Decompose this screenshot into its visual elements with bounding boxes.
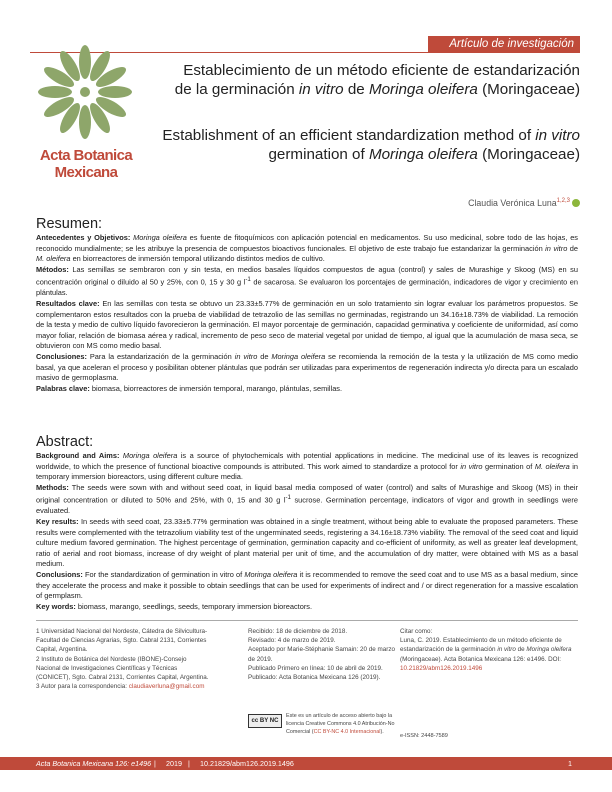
doi-link[interactable]: 10.21829/abm126.2019.1496 xyxy=(400,664,483,672)
bottom-year: 2019 xyxy=(166,759,182,768)
bottom-doi: 10.21829/abm126.2019.1496 xyxy=(200,759,294,768)
revised-date: Revisado: 4 de marzo de 2019. xyxy=(248,637,336,645)
cite-label: Citar como: xyxy=(400,628,433,635)
license-link[interactable]: CC BY-NC 4.0 Internacional xyxy=(313,728,381,735)
license-text: Este es un artículo de acceso abierto bajo la licencia Creative Commons 4.0 Atribución-No Comercial (CC BY-NC 4.0 Internacional). xyxy=(286,713,395,735)
citation xyxy=(400,627,578,673)
affiliation-2: 2 Instituto de Botánica del Nordeste (IBONE)-Consejo Nacional de Investigaciones Científicas y Técnicas (CONICET), Sgto. Cabral 2131, Corrientes Capital, Argentina. xyxy=(36,655,209,682)
page-number: 1 xyxy=(568,759,572,768)
bottom-bar xyxy=(0,757,612,770)
orcid-icon[interactable] xyxy=(572,199,580,207)
affiliation-3: 3 Autor para la correspondencia: claudiaverluna@gmail.com xyxy=(36,683,205,691)
abstract-heading: Abstract: xyxy=(36,434,94,450)
first-online-date: Publicado Primero en línea: 10 de abril de 2019. xyxy=(248,664,383,672)
footer-separator xyxy=(36,620,578,621)
author-name: Claudia Verónica Luna xyxy=(468,198,557,208)
resumen-body: Antecedentes y Objetivos: Moringa oleifera es fuente de fitoquímicos con aplicación potencial en medicamentos. Su uso medicinal, sobre todo de las hojas, es reconocido mundialmente; se les atribuye la presencia de compuestos bioactivos funcionales. El objetivo de este trabajo fue estandarizar la germinación in vitro de M. oleifera en biorreactores de inmersión temporal utilizando distintos medios de cultivo. Métodos: Las semillas se sembraron con y sin testa, en medios basales líquidos compuestos de agua (control) y sales de Murashige y Skoog (MS) en su concentración original o diluido al 50 y 25%, con 0, 15 y 30 g $l^{-1}$ de sacarosa. Se evaluaron los porcentajes de germinación, indicadores de vigor y crecimiento en plántulas. Resultados clave: En las semillas con testa se obtuvo un 23.33±5.77% de germinación en un solo tratamiento sin lograr evaluar los parámetros propuestos. Se complementaron estos resultados con la prueba de viabilidad de tetrazolio de las semillas no germinadas, registrando un 34.16±18.73% de viabilidad. La remoción de la testa y medio de cultivo líquido favorecieron la germinación. El mayor porcentaje de germinación, capacidad germinativa y coeficiente de uniformidad, así como mayor foliar, relación de biomasa aérea y radical, incremento de peso seco de material vegetal por unidad de tiempo, al igual que la acumulación de masa seca, se obtuvieron con MS como medio basal. Conclusiones: Para la estandarización de la germinación in vitro de Moringa oleifera se recomienda la remoción de la testa y la utilización de MS como medio basal, ya que aceleran el proceso y posibilitan obtener plántulas que podrán ser utilizadas para experimentos de regeneración indirecta y/o directa para un escalado masivo de germoplasma. Palabras clave: biomasa, biorreactores de inmersión temporal, marango, plántulas, semillas. xyxy=(36,233,578,393)
author-line xyxy=(150,198,580,208)
article-type-tag: Artículo de investigación xyxy=(428,36,580,53)
title-spanish: Establecimiento de un método eficiente de estandarización de la germinación in vitro de Moringa oleifera (Moringaceae) xyxy=(174,62,580,98)
cite-text: Luna, C. 2019. Establecimiento de un método eficiente de estandarización de la germinación in vitro de Moringa oleifera (Moringaceae). Acta Botanica Mexicana 126: e1496. DOI: 10.21829/abm126.2019.1496 xyxy=(400,637,572,672)
dates xyxy=(248,627,396,682)
published-date: Publicado: Acta Botanica Mexicana 126 (2019). xyxy=(248,674,381,682)
accepted-date: Aceptado por Marie-Stéphanie Samain: 20 de marzo de 2019. xyxy=(248,646,396,663)
affiliations xyxy=(36,627,212,691)
correspondence-email-link[interactable]: claudiaverluna@gmail.com xyxy=(128,683,205,691)
affiliation-1: 1 Universidad Nacional del Nordeste, Cátedra de Silvicultura-Facultad de Ciencias Agrarias, Sgto. Cabral 2131, Corrientes Capital, Argentina. xyxy=(36,628,208,654)
journal-logo-text xyxy=(30,147,142,181)
author-affiliations: 1,2,3 xyxy=(556,198,570,205)
abstract-body: Background and Aims: Moringa oleifera is a source of phytochemicals with potential applications in medicine. The medicinal use of its leaves is recognized worldwide, to which the presence of functional bioactive compounds is attributed. This work aimed to standardize a protocol for in vitro germination of M. oleifera in temporary immersion bioreactors, using different culture media. Methods: The seeds were sown with and without seed coat, in liquid basal media composed of water (control) and salts of Murashige and Skoog (MS) in their original concentration or diluted to 50% and 25%, with 0, 15 and 30 g $l^{-1}$ sucrose. Germination percentage, indicators of vigor and growth in seedlings were evaluated. Key results: In seeds with seed coat, 23.33±5.77% germination was obtained in a single treatment, without being able to evaluate the proposed parameters. These results were complemented with the tetrazolium viability test of the ungerminated seeds, registering a 34.16±18.73% viability. The removal of the seed coat and liquid culture medium favored germination. The highest percentage of germination, germination capacity and co-efficient of uniformity, as well as greater leaf development, ratio of aerial and root biomass, increase of dry weight of plant material per unit of time, and the accumulation of dry matter, were obtained with MS as a basal medium. Conclusions: For the standardization of germination in vitro of Moringa oleifera it is recommended to remove the seed coat and to use MS as a basal medium, since they accelerate the process and make it possible to obtain seedlings that can be used for experiments of indirect and / or direct regeneration for a massive escalation of germplasm. Key words: biomass, marango, seedlings, seeds, temporary immersion bioreactors. xyxy=(36,451,579,611)
cc-license-badge[interactable]: cc BY NC xyxy=(248,714,282,728)
bottom-journal: Acta Botanica Mexicana 126: e1496 xyxy=(36,759,152,768)
bottom-sep-1: | xyxy=(154,759,156,768)
bottom-sep-2: | xyxy=(188,759,190,768)
received-date: Recibido: 18 de diciembre de 2018. xyxy=(248,628,348,635)
logo-line-2: Mexicana xyxy=(54,164,118,181)
journal-logo-icon xyxy=(35,40,135,150)
logo-line-1: Acta Botanica xyxy=(39,147,133,164)
eissn: e-ISSN: 2448-7589 xyxy=(400,733,448,739)
title-english: Establishment of an efficient standardization method of in vitro germination of Moringa oleifera (Moringaceae) xyxy=(162,127,580,163)
resumen-heading: Resumen: xyxy=(36,216,103,232)
